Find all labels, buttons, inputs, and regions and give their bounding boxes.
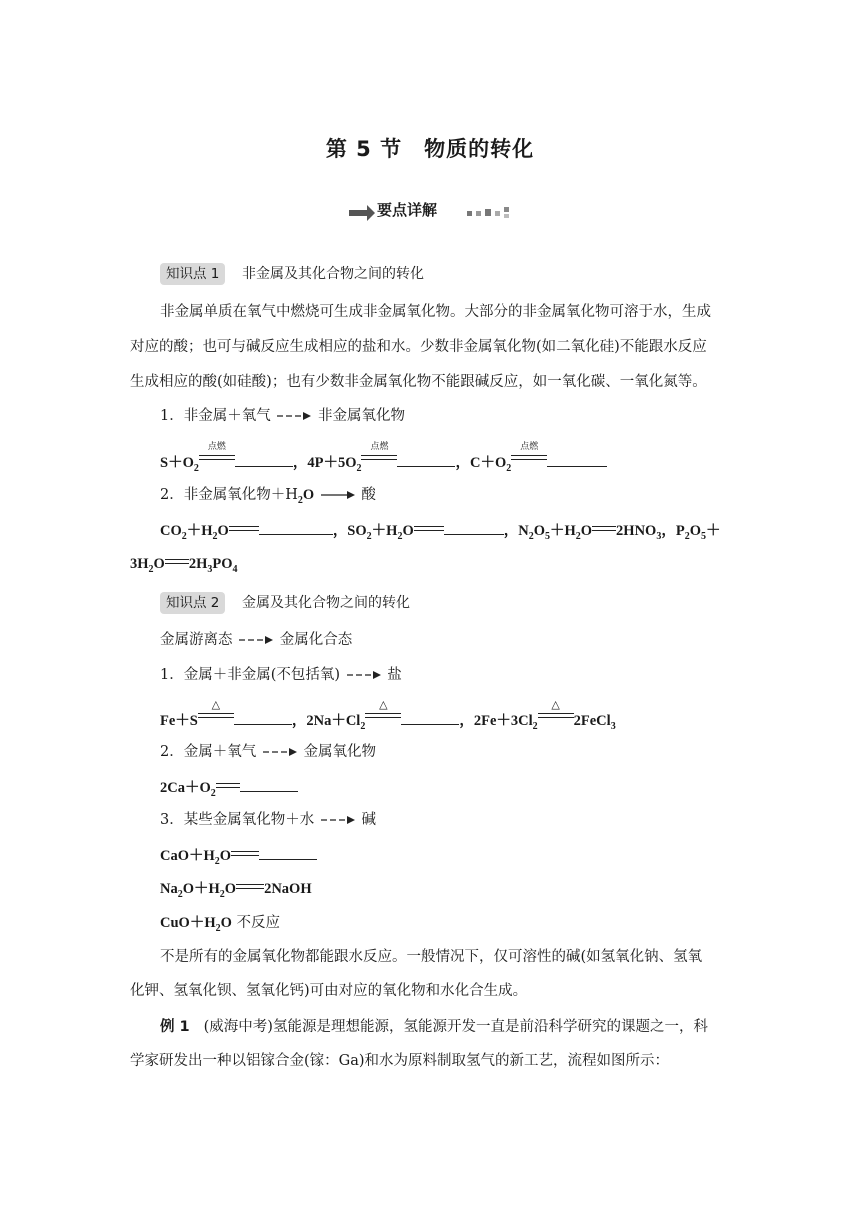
kp2-equation-4: [160, 879, 312, 905]
subscript: 2: [297, 494, 303, 506]
condition-label: 点燃: [520, 442, 539, 452]
formula: ，2Na＋Cl: [291, 713, 361, 729]
subscript: 2: [148, 563, 154, 575]
formula: O＋H: [182, 881, 220, 897]
item-text: 酸: [361, 487, 376, 503]
kp1-para-line: 对应的酸；也可与碱反应生成相应的盐和水。少数非金属氧化物(如二氧化硅)不能跟水反应: [130, 339, 707, 355]
kp2-line1: [160, 630, 352, 650]
item-text: 1．金属＋非金属(不包括氧): [160, 667, 341, 683]
kp2-equation-2: [160, 777, 298, 804]
arrow-icon: [237, 634, 275, 646]
formula: CaO＋H: [160, 848, 215, 864]
kp1-para-line: 生成相应的酸(如硅酸)；也有少数非金属氧化物不能跟碱反应，如一氧化碳、一氧化氮等。: [130, 374, 707, 390]
kp1-equation-1: [160, 442, 607, 479]
page-title: 第 5 节 物质的转化: [325, 137, 535, 161]
item-text: 2．非金属氧化物＋H: [160, 487, 298, 503]
formula: ＋H: [549, 523, 576, 539]
condition-label: △: [551, 698, 560, 711]
kp1-item2: [160, 485, 376, 511]
kp2-equation-5: [160, 913, 280, 939]
kp2-equation-3: [160, 845, 317, 872]
condition-label: △: [211, 698, 221, 711]
formula: ，C＋O: [455, 455, 507, 471]
answer-blank[interactable]: [547, 452, 607, 467]
item-text: 金属游离态: [160, 632, 233, 648]
kp2-equation-1: [160, 698, 616, 737]
kp2-title: 金属及其化合物之间的转化: [242, 595, 410, 611]
subscript: 3: [610, 720, 616, 732]
answer-blank[interactable]: [401, 710, 459, 725]
formula: CO: [160, 523, 182, 539]
answer-blank[interactable]: [397, 452, 455, 467]
formula: ＋H: [186, 523, 213, 539]
arrow-icon: [345, 669, 383, 681]
equals-sign: [236, 879, 264, 893]
condition-equals: [365, 698, 401, 725]
subscript: 5: [544, 530, 550, 542]
example-label: 例 1: [160, 1019, 190, 1035]
item-text: 不反应: [231, 915, 280, 931]
formula: O: [217, 523, 229, 539]
formula: ，N: [503, 523, 529, 539]
kp2-para-line: 化钾、氢氧化钡、氢氧化钙)可由对应的氧化物和水化合生成。: [130, 983, 528, 999]
kp1-equation-2: [160, 520, 720, 547]
kp2-heading: [160, 592, 410, 614]
formula: ，2Fe＋3Cl: [459, 713, 533, 729]
formula: CuO＋H: [160, 915, 216, 931]
kp2-item2: [160, 742, 376, 762]
answer-blank[interactable]: [259, 845, 317, 860]
subscript: 2: [214, 855, 220, 867]
item-text: 金属氧化物: [303, 744, 376, 760]
item-text: 1．非金属＋氧气: [160, 408, 271, 424]
condition-label: 点燃: [207, 442, 226, 452]
item-text: O: [302, 487, 315, 503]
subscript: 2: [575, 530, 581, 542]
item-text: 盐: [387, 667, 402, 683]
kp2-para-line: 不是所有的金属氧化物都能跟水反应。一般情况下，仅可溶性的碱(如氢氧化钠、氢氧: [160, 949, 703, 965]
formula: O: [219, 848, 232, 864]
formula: 2H: [188, 556, 208, 572]
equals-sign: [229, 521, 259, 535]
condition-label: △: [379, 698, 388, 711]
item-text: 3．某些金属氧化物＋水: [160, 812, 315, 828]
kp1-title: 非金属及其化合物之间的转化: [242, 266, 424, 282]
answer-blank[interactable]: [240, 777, 298, 792]
kp1-heading: [160, 263, 424, 285]
example-1-line: [160, 1017, 708, 1037]
subscript: 2: [215, 922, 221, 934]
equals-sign: [165, 554, 189, 568]
answer-blank[interactable]: [444, 520, 504, 535]
arrow-icon: [275, 410, 313, 422]
condition-equals: [198, 698, 234, 725]
subscript: 4: [232, 563, 238, 575]
answer-blank[interactable]: [234, 710, 292, 725]
example-1-line: 学家研发出一种以铝镓合金(镓：Ga)和水为原料制取氢气的新工艺，流程如图所示：: [130, 1053, 670, 1069]
formula: 2Ca＋O: [160, 780, 211, 796]
formula: O: [580, 523, 593, 539]
formula: O: [402, 523, 414, 539]
subscript: 2: [356, 462, 362, 474]
kp2-item1: [160, 665, 402, 685]
item-text: 2．金属＋氧气: [160, 744, 257, 760]
subscript: 2: [397, 530, 403, 542]
subscript: 2: [181, 530, 187, 542]
formula: ，SO: [332, 523, 367, 539]
subscript: 2: [193, 462, 199, 474]
item-text: 碱: [361, 812, 376, 828]
formula: ＋: [705, 523, 721, 539]
formula: Fe＋S: [160, 713, 198, 729]
formula: S＋O: [160, 455, 194, 471]
arrow-icon: [319, 814, 357, 826]
formula: Na: [160, 881, 178, 897]
subscript: 2: [684, 530, 690, 542]
formula: ＋H: [371, 523, 398, 539]
section-banner: [347, 196, 517, 226]
formula: O: [220, 915, 232, 931]
subscript: 3: [656, 530, 662, 542]
formula: 3H: [130, 556, 149, 572]
subscript: 2: [366, 530, 372, 542]
subscript: 5: [700, 530, 706, 542]
condition-equals: [361, 442, 397, 467]
kp1-item1: [160, 406, 405, 426]
kp1-equation-2-cont: [130, 554, 237, 580]
answer-blank[interactable]: [235, 452, 293, 467]
subscript: 2: [528, 530, 534, 542]
equals-sign: [592, 521, 616, 535]
formula: 2HNO: [616, 523, 657, 539]
formula: 2FeCl: [573, 713, 611, 729]
arrow-icon: [319, 489, 357, 501]
subscript: 2: [532, 720, 538, 732]
equals-sign: [216, 778, 240, 792]
arrow-icon: [261, 746, 299, 758]
kp2-badge: 知识点 2: [160, 592, 225, 614]
kp1-badge: 知识点 1: [160, 263, 225, 285]
example-text: (威海中考)氢能源是理想能源，氢能源开发一直是前沿科学研究的课题之一，科: [203, 1019, 708, 1035]
kp2-item3: [160, 810, 376, 830]
formula: 2NaOH: [264, 881, 312, 897]
formula: O: [153, 556, 165, 572]
subscript: 2: [219, 888, 225, 900]
condition-equals: [199, 442, 235, 467]
formula: O: [224, 881, 237, 897]
banner-label: 要点详解: [377, 201, 438, 219]
formula: ，4P＋5O: [292, 455, 357, 471]
subscript: 3: [207, 563, 213, 575]
condition-equals: [511, 442, 547, 467]
subscript: 2: [506, 462, 512, 474]
equals-sign: [414, 521, 444, 535]
formula: PO: [212, 556, 233, 572]
item-text: 非金属氧化物: [317, 408, 405, 424]
subscript: 2: [360, 720, 366, 732]
condition-equals: [538, 698, 574, 725]
formula: O: [533, 523, 545, 539]
answer-blank[interactable]: [259, 520, 333, 535]
formula: O: [689, 523, 701, 539]
subscript: 2: [177, 888, 183, 900]
equals-sign: [231, 846, 259, 860]
item-text: 金属化合态: [279, 632, 353, 648]
condition-label: 点燃: [370, 442, 389, 452]
formula: ，P: [661, 523, 685, 539]
subscript: 2: [210, 787, 216, 799]
subscript: 2: [212, 530, 218, 542]
kp1-para-line: 非金属单质在氧气中燃烧可生成非金属氧化物。大部分的非金属氧化物可溶于水，生成: [160, 304, 711, 320]
